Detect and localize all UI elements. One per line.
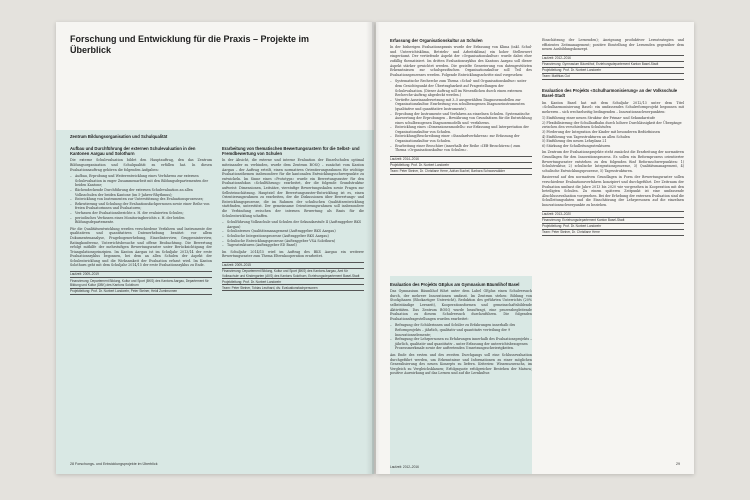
project-meta [390, 465, 532, 470]
meta-funding: Finanzierung: Departement Bildung, Kultur und Sport (BKS) des Kantons Aargau, Amt für Volksschule und Kindergarten (AVS) des Kantons Solothurn, Erziehungsdepartement Basel-Stadt [222, 269, 364, 279]
paragraph: Basierend auf den normativen Grundlagen in Form der Bewertungsraster sollen verschiedene Evaluationsverfahren konzipiert und durchgeführt. Der Zeitraum der Evaluation umfasst die Jahre 2013 bis 2020 wie vorgesehen in Kooperation mit den beteiligten Schulen. Zu einem späteren Zeitpunkt ist eine umfassende Abschlussevaluation vorgesehen. Bei der Erhebung der externen Evaluation sind die Schulleitungsdaten und die Einschätzung der Lehrpersonen auf die einzelnen Innovationsschwerpunkte zu beziehen. [542, 175, 684, 207]
project-meta [542, 211, 684, 236]
gutter-shadow-right [372, 22, 380, 474]
meta-team: Team: Peter Steiner, Dr. Christiane Herre [542, 230, 684, 236]
list-item: – Tagesstrukturen (Auftraggeber ED Basel) [227, 243, 364, 248]
paragraph: Einschätzung der Lernenden); Aneignung produktiver Lernstrategien und effizientes Zeitmanagement; positive Einstellung der Lernenden gegenüber dem neuen Ausbildungskonzept. [542, 38, 684, 52]
project-meta [542, 55, 684, 80]
list-item: – Vertiefte Auseinandersetzung mit 3–5 ausgewählten Diagnosemodellen zur Organisationskultur. Erarbeitung von schulbezogenen Diagnoseinstrumenten (qualitative und quantitative Instrumente). [395, 98, 532, 112]
page-number: 29 [676, 462, 680, 466]
paragraph: Für die Qualitätsentwicklung werden verschiedene Verfahren und Instrumente der qualitativen und quantitativen Datenerhebung benützt: vor allem Dokumentenanalyse, Fragebogenerhebung, Einzelinterview, Gruppeninterview, Ratingkonferenz, Unterrichtsbesuche und offene Beobachtung. Die Bewertung erfolgt mithilfe der mehrstufigen Bewertungsraster unter Berücksichtigung der Triangulationsprinzipien. Im Kanton Aargau ist im Schuljahr 2013/14 der erste Evaluationszyklus begonnen, bei dem an allen Schulen der Aspekt der Schulentwicklung und die Wirksamkeit der Evaluation erfasst wird. Im Kanton Solothurn geht mit dem Schuljahr 2014/15 der erste Evaluationszyklus zu Ende. [70, 226, 212, 268]
page-title: Forschung und Entwicklung für die Praxis – Projekte im Überblick [70, 34, 310, 55]
bullet-list [390, 323, 532, 351]
project-meta [70, 271, 212, 295]
paragraph: Die externe Schulevaluation bildet den Hauptauftrag, den das Zentrum Bildungsorganisation und Schulqualität zu erfüllen hat. In diesen Evaluationsauftrag gehören die folgenden Aufgaben: [70, 158, 212, 172]
list-item: – Schulinternes Qualitätsmanagement (Auftraggeber BKS Aargau) [227, 229, 364, 234]
project-meta [390, 156, 532, 175]
meta-runtime: Laufzeit: 2012–2016 [542, 56, 684, 62]
paragraph: Im Kanton Basel hat mit dem Schuljahr 2012/13 unter dem Titel «Schulharmonisierung Basel» ein umfassendes Schulreformprojekt begonnen mit mehreren – sich wechselseitig bedingenden – Innovationsschwerpunkten: [542, 100, 684, 114]
list-item: 2) Flexibilisierung der Schullaufbahn durch höhere Durchlässigkeit der Übergänge zwischen den verschiedenen Schulstufen [542, 120, 682, 130]
article-heading: Erarbeitung von thematischen Bewertungsrastern für die Selbst- und Fremdbewertung von Schulen [222, 146, 360, 157]
list-item: 4) Einführung von Tagesstrukturen an allen Schulen [542, 134, 630, 139]
article-geplus-box [390, 276, 532, 474]
numbered-list [542, 116, 684, 148]
list-item: – Schulführung Volksschule und Schulen der Sekundarstufe II (Auftraggeber BKS Aargau) [227, 220, 364, 229]
article-heading: Evaluation des Projekts «Schulharmonisierung» an der Volksschule Basel-Stadt [542, 88, 678, 99]
page-footer: 28 Forschungs- und Entwicklungsprojekte im Überblick [70, 462, 158, 466]
list-item: 1) Einführung einer neuen Struktur der Primar- und Sekundarstufe [542, 116, 656, 121]
meta-lead: Projektleitung: Prof. Dr. Norbert Landwehr [222, 279, 364, 285]
meta-runtime: Laufzeit: 2012–2016 [390, 465, 419, 470]
left-page [56, 22, 374, 474]
bullet-list [390, 79, 532, 153]
article-school-harmonisation [542, 38, 684, 236]
meta-lead: Projektleitung: Prof. Dr. Norbert Landwehr [542, 68, 684, 74]
list-item: – Entwicklung eines «Dimensionenmodells» zur Erfassung und Interpretation der Organisationskultur von Schulen. [395, 125, 532, 134]
article-assessment-grids [222, 146, 364, 291]
meta-funding: Finanzierung: Departement Bildung, Kultur und Sport (BKS) des Kantons Aargau, Departement für Bildung und Kultur (DBK) des Kantons Solothurn [70, 278, 212, 288]
list-item: – periodisches Verfassen eines Monitoringberichts z. H. der beiden Bildungsdepartemente. [75, 216, 212, 225]
section-label: Zentrum Bildungsorganisation und Schulqualität [70, 134, 168, 139]
meta-runtime: Laufzeit: 2009–2015 [222, 263, 364, 269]
meta-team: Team: Peter Steiner, Dr. Christiane Herre, Adrian Buchel, Barbara Schwarzwälder [390, 169, 532, 175]
meta-funding: Finanzierung: Gymnasium Bäumlihof, Erziehungsdepartement Kanton Basel-Stadt [542, 62, 684, 68]
paragraph: Im Schuljahr 2014/15 wird im Auftrag des BKS Aargau ein weiterer Bewertungsraster zum Thema Elternkooperation erarbeitet. [222, 249, 364, 259]
article-heading: Evaluation des Projekts GEplus am Gymnasium Bäumlihof Basel [390, 282, 520, 287]
list-item: – Befragung der Schülerinnen und Schüler zu Erfahrungen innerhalb des Reformprojekts – jährlich, qualitativ und quantitativ verteilung der 9 Innovationselemente; [395, 323, 532, 337]
meta-lead: Projektleitung: Prof. Dr. Norbert Landwehr [390, 163, 532, 169]
meta-lead: Projektleitung: Prof. Dr. Norbert Landwehr, Peter Steiner, Heidi Zumbrunnen [70, 289, 212, 295]
meta-runtime: Laufzeit: 2014–2016 [390, 157, 532, 163]
list-item: – Befragung der Lehrpersonen zu Erfahrungen innerhalb des Evaluationsprojekts – jährlich, qualitativ und quantitativ – unter Erfassung der unterrichtsbezogenen Prozessmerkmale sowie der auftretenden Umsetzungsschwierigkeiten. [395, 337, 532, 351]
article-organisational-culture [390, 38, 532, 175]
paragraph: In der Absicht, die externe und interne Evaluation der Einzelschulen optimal miteinander zu verbinden, wurde dem Zentrum BOSQ – zunächst vom Kanton Aargau – der Auftrag erteilt, einen normativen Orientierungsrahmen für wichtige Evaluationsthemen insbesondere für die kantonalen Entwicklungsschwerpunkte zu entwickeln. Im Sinne eines «Prototyps» wurde ein Bewertungsraster für den Evaluationsfokus «Schulführung» erarbeitet, der die folgende Grundstruktur aufweist: Dimensionen, Leitsätze, vierstufige Bewertungsskalen sowie Fragen zur Selbsteinschätzung. Hauptziel der Bewertungsraster-Entwicklung ist es, einen Orientierungsrahmen zu erarbeiten, der die Diskussionen über Bewertungs- und Entwicklungsprozesse, die im Rahmen der schulischen Qualitätsentwicklung stattfinden, unterstützt. Der gemeinsame Orientierungsrahmen soll insbesondere die Verbindung zwischen der internen Bewertung als Basis für die Schulentwicklung schaffen. [222, 158, 364, 218]
list-item: 6) Stärkung der Schulleitungsstrukturen [542, 143, 611, 148]
right-page [376, 22, 694, 474]
meta-team: Team: Peter Steiner, Tobias Leuthard, div. Evaluationsfachpersonen [222, 285, 364, 291]
bullet-list [222, 220, 364, 248]
paragraph: Das Gymnasium Bäumlihof führt unter dem Label GEplus einen Schulversuch durch, der mehrere Innovationen umfasst. Im Zentrum stehen: Bildung von Stockphasen (Blockartiger Unterricht), Reduktion des geführten Unterrichts (20% selbstständige Lernzeit), Kooperationsformen und gemeinschaftsbildende Aktivitäten. Das Zentrum BOSQ wurde beauftragt, eine prozessbegleitende Evaluation zu diesem Schulversuch durchzuführen. Die folgenden Evaluationsfragestellungen wurden erarbeitet: [390, 289, 532, 321]
list-item: – Rekrutierung und Schulung der Evaluationsfachpersonen sowie einer Reihe von freien Evaluatorinnen und Evaluatoren; [75, 202, 212, 211]
project-meta [222, 262, 364, 292]
meta-lead: Projektleitung: Prof. Dr. Norbert Landwehr [542, 224, 684, 230]
meta-funding: Finanzierung: Erziehungsdepartement Kanton Basel-Stadt [542, 218, 684, 224]
list-item: – Schulische Integrationsprozesse (Auftraggeber BKS Aargau) [227, 234, 364, 239]
paragraph: In der bisherigen Evaluationspraxis wurde der Erfassung von Klima (inkl. Schul- und Unterrichtsklima, Betriebs- und Arbeitsklima) ein hoher Stellenwert eingeräumt. Der vertiefende Aspekt der «Organisationskultur» wurde dabei eher zufällig thematisiert. Im dritten Evaluationszyklus des Kantons Aargau soll dieser Aspekt stärker gewichtet werden. Die gezielte Generierung von datengestützten Erkenntnissen zur schulspezifischen Organisationskultur soll Teil des Evaluationsprozesses werden. Folgende Entwicklungsschritte sind vorgesehen: [390, 45, 532, 77]
list-item: – Entwicklung von Instrumenten zur Unterstützung des Evaluationsprozesses; [75, 197, 212, 202]
list-item: – Aufbau, Erprobung und Weiterentwicklung eines Verfahrens zur externen Schulevaluation in enger Zusammenarbeit mit den Bildungsdepartementen der beiden Kantone; [75, 174, 212, 188]
section-band [56, 130, 374, 474]
bullet-list [70, 174, 212, 225]
article-heading: Erfassung der Organisationskultur an Schulen [390, 38, 483, 43]
list-item: 3) Förderung der Integration der Kinder mit besonderen Bedürfnissen [542, 130, 660, 135]
meta-runtime: Laufzeit: 2013–2020 [542, 212, 684, 218]
article-external-evaluation [70, 146, 212, 295]
list-item: – Erarbeitung einer Broschüre (innerhalb der Reihe «IEB-Broschüren») zum Thema «Organisationskultur von Schulen». [395, 144, 532, 153]
paragraph: Am Ende des ersten und des zweiten Durchgangs soll eine Schlussevaluation durchgeführt werden, um Erkenntnisse und Informationen zu einer möglichen Generalisierung des neuen Konzepts zu liefern. Kriterien: Wissenszuwachs, im Vergleich zu Vergleichsklassen; Erfolgsquote erfolgreicher Bestehen der Matura; positive Auswirkung auf das Lernen und auf die Lernkultur. [390, 352, 532, 376]
list-item: – flächendeckende Durchführung der externen Schulevaluation an allen Volksschulen der beiden Kantone (im 5-Jahres-Rhythmus); [75, 188, 212, 197]
list-item: – Entwicklung/Beschreibung einer «Standardverfahrens» zur Erfassung der Organisationskultur von Schulen. [395, 134, 532, 143]
list-item: – Schulische Entwicklungsprozesse (Auftraggeber VSA Solothurn) [227, 239, 364, 244]
meta-team: Team: Matthias Gut [542, 74, 684, 80]
article-heading: Aufbau und Durchführung der externen Schulevaluation in den Kantonen Aargau und Solothurn [70, 146, 196, 157]
list-item: 5) Einführung des neuen Lehrplans 21 [542, 139, 607, 144]
list-item: – Verfassen der Evaluationsberichte z. H. der evaluierten Schulen; [75, 211, 212, 216]
list-item: – Systematische Recherche zum Thema «Schul- und Organisationskultur» unter dem Gesichtspunkt der Übertragbarkeit auf Fragestellungen der Schulevaluation. (Dieser Auftrag soll im Wesentlichen durch einen externen Recherche-Auftrag abgedeckt werden.) [395, 79, 532, 97]
meta-runtime: Laufzeit: 2009–2019 [70, 272, 212, 278]
paragraph: Im Zentrum der Evaluationsprojekte steht zunächst die Erarbeitung der normativen Grundlagen für den Innovationsprozess. Es sollen ein Reformprozess orientierter Bewertungsraster entstehen zu den folgenden fünf Reformschwerpunkten: 1) Schulstruktur, 2) schulische Integrationsprozesse, 3) Qualitätsmanagement, 4) schulische Entwicklungsprozesse, 5) Tagesstrukturen. [542, 150, 684, 173]
list-item: – Erprobung der Instrumente und Verfahren an einzelnen Schulen. Systematische Auswertung der Erprobungen – Bewährung von Grundsätzen für die Entwicklung eines schulbezogenen Diagnosemodells und -verfahrens. [395, 112, 532, 126]
